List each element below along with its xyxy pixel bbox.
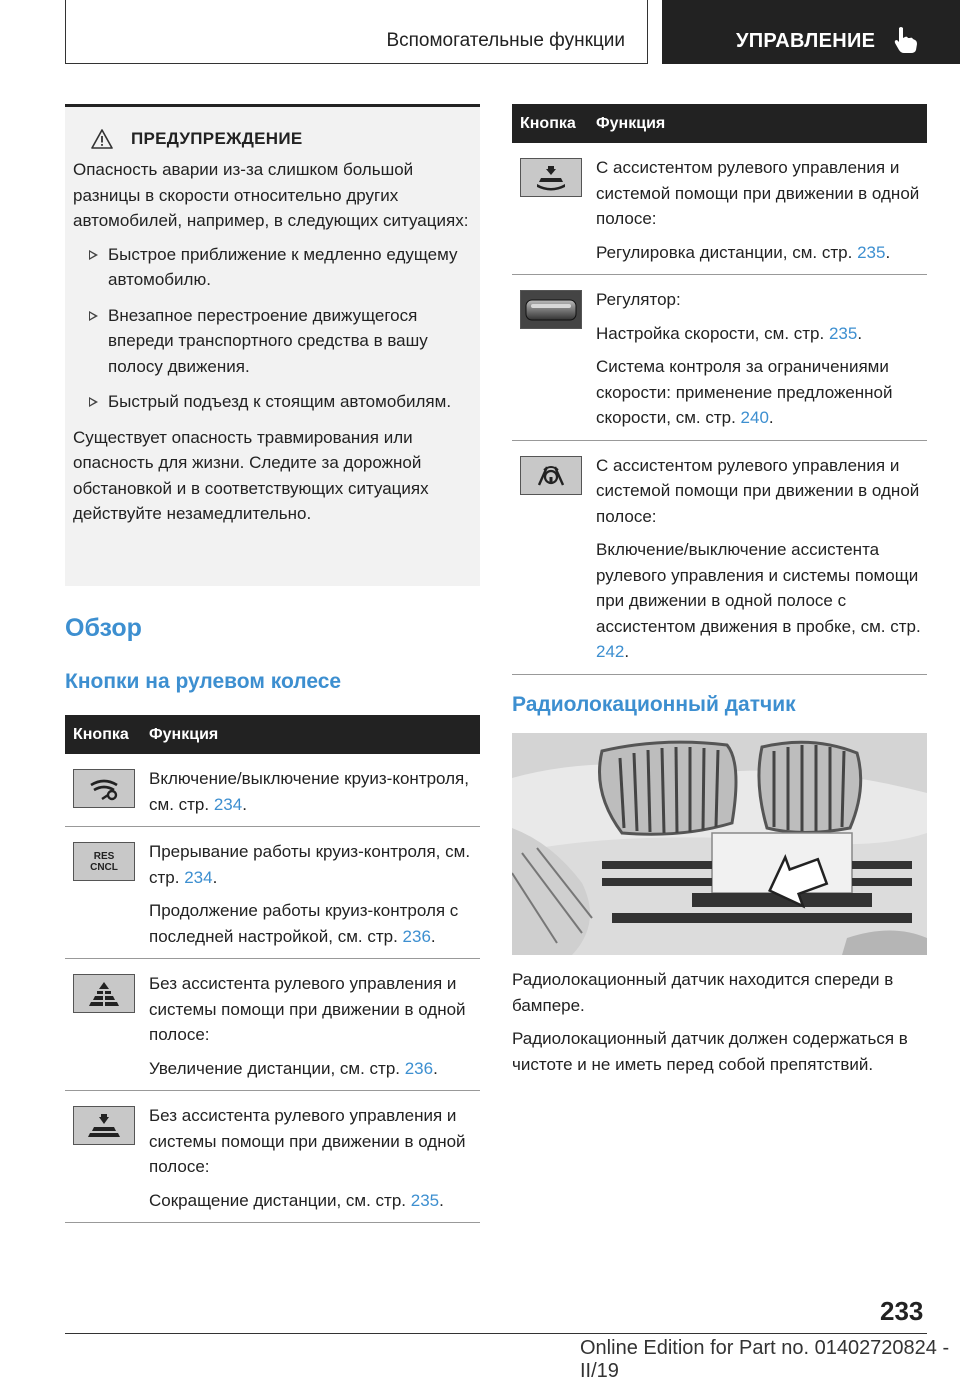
function-cell: С ассистентом рулевого управления и системой помощи при движении в одной полосе: Регулировка дистанции, см. стр. 235.	[596, 158, 920, 262]
radar-clean-text: Радиолокационный датчик должен содержаться в чистоте и не иметь перед собой препятствий.	[512, 1029, 908, 1074]
steering-assistant-icon	[531, 461, 571, 489]
distance-increase-button	[73, 974, 135, 1013]
rocker-switch-button	[520, 290, 582, 329]
section-title-radar: Радиолокационный датчик	[512, 693, 796, 716]
page-number: 233	[880, 1296, 924, 1326]
cruise-control-button	[73, 769, 135, 808]
warning-intro: Опасность аварии из-за слишком большой разницы в скорости относительно других автомобилей, например, в следующих ситуациях:	[73, 160, 469, 230]
distance-decrease-button	[73, 1106, 135, 1145]
table-row	[65, 1091, 480, 1223]
steering-assistant-button	[520, 456, 582, 495]
header-chapter-tab	[662, 0, 960, 64]
footer-divider	[65, 1333, 927, 1334]
page-ref-link[interactable]: 235	[828, 323, 858, 343]
list-item: Быстрое приближение к медленно едущему автомобилю.	[73, 242, 471, 293]
distance-increase-icon	[84, 980, 124, 1008]
page-ref-link[interactable]: 235	[410, 1190, 440, 1210]
bullet-icon	[89, 397, 98, 407]
page-ref-link[interactable]: 234	[213, 794, 243, 814]
function-cell: С ассистентом рулевого управления и системой помощи при движении в одной полосе: Включение/выключение ассистента рулевого управления и системы помощи при движении в одной полосе с ассистентом движения в пробке, см. стр. 242.	[596, 455, 921, 661]
table-row	[65, 827, 480, 959]
pointing-hand-icon	[892, 26, 918, 54]
column-header-button: Кнопка	[73, 725, 129, 743]
table-row	[65, 959, 480, 1091]
page-ref-link[interactable]: 235	[857, 242, 886, 262]
table-row	[65, 754, 480, 827]
warning-triangle-icon	[91, 129, 113, 149]
table-header	[512, 104, 927, 143]
section-title-overview: Обзор	[65, 614, 142, 642]
page-ref-link[interactable]: 242	[596, 642, 625, 661]
column-header-function: Функция	[149, 725, 219, 743]
table-row	[512, 275, 927, 441]
function-cell: Без ассистента рулевого управления и системы помощи при движении в одной полосе: Увеличение дистанции, см. стр. 236.	[149, 974, 466, 1078]
column-header-function: Функция	[596, 114, 666, 132]
footer-edition: Online Edition for Part no. 01402720824 - II/19	[580, 1337, 950, 1382]
function-cell: Включение/выключение круиз-контроля, см. стр. 234.	[149, 769, 469, 814]
page-ref-link[interactable]: 236	[404, 1058, 434, 1078]
warning-list	[73, 242, 471, 415]
table-row	[512, 441, 927, 675]
rocker-switch-icon	[523, 295, 579, 325]
table-header	[65, 715, 480, 754]
distance-adjust-button	[520, 158, 582, 197]
res-cncl-button	[73, 842, 135, 881]
steering-buttons-table	[65, 715, 480, 1223]
list-item: Внезапное перестроение движущегося впереди транспортного средства в вашу полосу движения.	[73, 303, 471, 380]
bullet-icon	[89, 250, 98, 260]
header-chapter-title: УПРАВЛЕНИЕ	[736, 30, 876, 52]
subsection-title-buttons: Кнопки на рулевом колесе	[65, 670, 342, 693]
steering-buttons-table-continued	[512, 104, 927, 675]
kidney-grille-left	[600, 742, 737, 834]
distance-adjust-icon	[531, 164, 571, 192]
warning-box	[65, 104, 480, 586]
warning-title: ПРЕДУПРЕЖДЕНИЕ	[131, 129, 303, 148]
bullet-icon	[89, 311, 98, 321]
function-cell: Без ассистента рулевого управления и системы помощи при движении в одной полосе: Сокращение дистанции, см. стр. 235.	[149, 1106, 466, 1210]
car-front-image	[512, 733, 927, 955]
page-ref-link[interactable]: 234	[184, 867, 213, 887]
function-cell: Регулятор: Настройка скорости, см. стр. 235. Система контроля за ограничениями скорости: применение предложенной скорости, см. стр. 240.	[596, 290, 893, 427]
column-header-button: Кнопка	[520, 114, 576, 132]
list-item: Быстрый подъезд к стоящим автомобилям.	[73, 389, 471, 415]
header-section-box	[65, 0, 648, 64]
warning-outro: Существует опасность травмирования или опасность для жизни. Следите за дорожной обстановкой и в соответствующих ситуациях действуйте незамедлительно.	[73, 427, 429, 523]
res-cncl-icon: RES CNCL	[90, 850, 118, 873]
distance-decrease-icon	[84, 1112, 124, 1140]
function-cell: Прерывание работы круиз-контроля, см. стр. 234. Продолжение работы круиз-контроля с последней настройкой, см. стр. 236.	[149, 842, 471, 946]
page-ref-link[interactable]: 236	[402, 926, 431, 946]
kidney-grille-right	[759, 742, 861, 832]
table-row	[512, 143, 927, 275]
radar-location-text: Радиолокационный датчик находится спереди в бампере.	[512, 970, 894, 1015]
radar-sensor-photo	[512, 733, 927, 955]
cruise-control-icon	[84, 775, 124, 803]
header-section-title: Вспомогательные функции	[386, 30, 625, 51]
warning-title-row	[73, 129, 471, 149]
page-ref-link[interactable]: 240	[740, 408, 769, 427]
